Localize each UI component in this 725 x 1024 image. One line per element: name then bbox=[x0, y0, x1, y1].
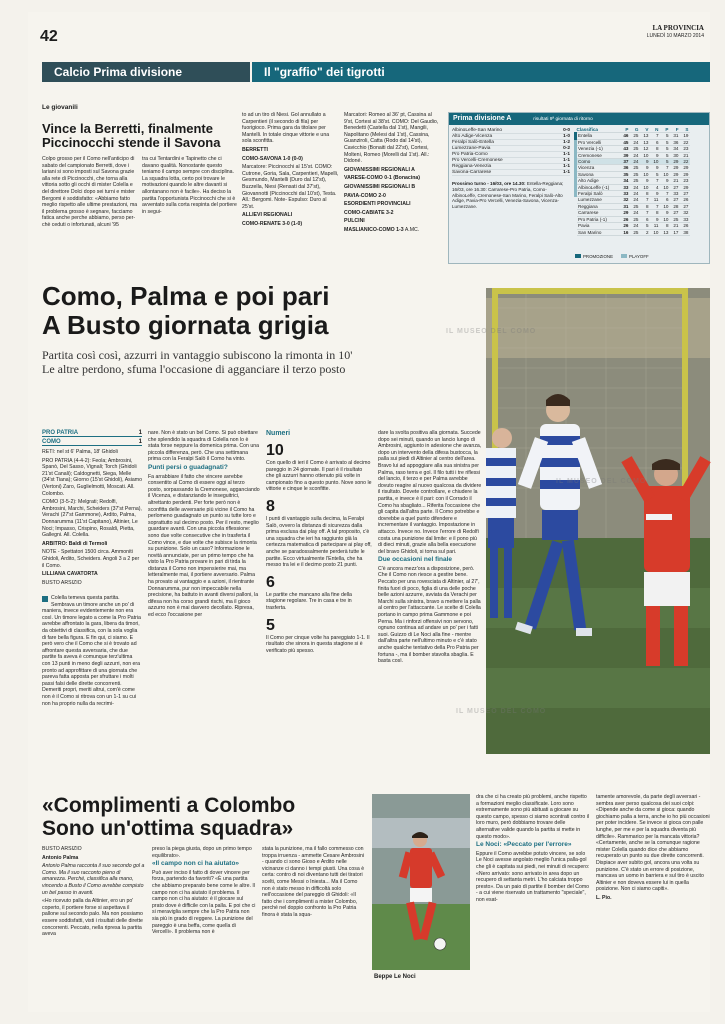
stat-cell: 13 bbox=[660, 229, 670, 235]
main-byline: LILLIANA CAVATORTA bbox=[42, 571, 98, 578]
stat-cell: 26 bbox=[680, 197, 690, 203]
berretti-result: COMO-SAVONA 1-0 (0-0) bbox=[242, 155, 303, 162]
stat-cell: 10 bbox=[640, 152, 650, 158]
scorecard bbox=[42, 430, 142, 588]
interview-col2 bbox=[152, 846, 256, 1012]
giovanili-col4 bbox=[344, 112, 442, 264]
stat-cell: 10 bbox=[640, 184, 650, 190]
main-byline-place: BUSTO ARSIZIO bbox=[42, 579, 82, 586]
number-value: 10 bbox=[266, 442, 284, 459]
stat-cell: 10 bbox=[660, 184, 670, 190]
number-value: 6 bbox=[266, 573, 275, 591]
giovanili-title-line2: Piccinocchi stende il Savona bbox=[42, 135, 221, 150]
table-row bbox=[576, 191, 690, 197]
stat-cell: 46 bbox=[620, 133, 630, 139]
esordienti-result: COMO-CABIATE 3-2 bbox=[344, 209, 394, 216]
pulcini-label: PULCINI bbox=[344, 218, 365, 225]
main-title bbox=[42, 282, 494, 340]
classifica-table-wrap bbox=[574, 127, 708, 236]
team1-name: PRO PATRIA bbox=[42, 430, 79, 436]
stat-cell: 38 bbox=[680, 229, 690, 235]
result-score: 1-2 bbox=[563, 140, 570, 145]
stat-cell: 39 bbox=[620, 152, 630, 158]
stat-cell: 9 bbox=[650, 152, 660, 158]
stat-cell: 7 bbox=[650, 133, 660, 139]
pulcini-result: MASLIANICO-COMO 1-3 bbox=[344, 226, 404, 233]
interview-lead: Antonio Palma racconta il suo secondo gol a Como. Ma il suo racconto pieno di amarezza. Perché, classifica alla mano, vincendo a Busto il Como avrebbe compiuto un bel passo in avanti. bbox=[42, 863, 145, 896]
team-cell: Pavia bbox=[576, 223, 620, 229]
standings-subtitle: risultati 9ª giornata di ritorno bbox=[533, 117, 593, 122]
stat-cell: 30 bbox=[670, 152, 680, 158]
stat-cell: 22 bbox=[680, 159, 690, 165]
legend-promo-swatch bbox=[575, 254, 581, 258]
giovanili-col1 bbox=[42, 156, 138, 261]
team-cell: Reggiana bbox=[576, 203, 620, 209]
stat-cell: 23 bbox=[680, 146, 690, 152]
giovanili-col3-text: to ad un tiro di Niesi. Gol annullato a Carpentieri (il secondo di fila) per fuorigioco. Prima gara da titolare per Mantelli. In totale cinque vittorie e una sola sconfitta. bbox=[242, 112, 330, 145]
publication-date: LUNEDÌ 10 MARZO 2014 bbox=[646, 33, 704, 39]
stat-cell: 10 bbox=[660, 171, 670, 177]
interview-photo-svg bbox=[372, 794, 470, 984]
giovanili-kicker: Le giovanili bbox=[42, 104, 78, 111]
number-value: 8 bbox=[266, 497, 275, 515]
main-body-col2 bbox=[148, 430, 260, 776]
interview-title-line2: Sono un'ottima squadra» bbox=[42, 817, 294, 840]
newspaper-page bbox=[28, 12, 710, 1012]
stat-cell: 17 bbox=[670, 229, 680, 235]
stat-cell: 8 bbox=[640, 191, 650, 197]
allievi-label: ALLIEVI REGIONALI bbox=[242, 212, 293, 219]
table-header-cell: N bbox=[650, 127, 660, 133]
stat-cell: 33 bbox=[680, 216, 690, 222]
result-match: Alto Adige-Vicenza bbox=[452, 134, 493, 139]
stat-cell: 13 bbox=[640, 139, 650, 145]
stat-cell: 45 bbox=[620, 139, 630, 145]
stat-cell: 5 bbox=[660, 146, 670, 152]
stat-cell: 9 bbox=[650, 216, 660, 222]
section-banner-left: Calcio Prima divisione bbox=[42, 62, 250, 82]
interview-col4-b: Eppure il Como avrebbe potuto vincere, se solo Le Noci avesse angolato meglio l'unica palla-gol che gli è capitata sui piedi, nei minuti di recupero: «Nero arrivato: sono arrivato in area dopo un recupero di settanta metri. L'ho calciata troppo presto». Da un paio di partite il bomber del Como - a cui viene riservato un trattamento "speciale", non esat- bbox=[476, 850, 590, 903]
team-cell: Pro Vercelli bbox=[576, 139, 620, 145]
numbers-box bbox=[266, 430, 372, 776]
result-score: 0-0 bbox=[563, 128, 570, 133]
stat-cell: 9 bbox=[640, 178, 650, 184]
stat-cell: 32 bbox=[620, 197, 630, 203]
watermark-1: IL MUSEO DEL COMO bbox=[446, 328, 537, 335]
interview-title-line1: «Complimenti a Colombo bbox=[42, 794, 296, 817]
interview-col1 bbox=[42, 846, 146, 1012]
table-row bbox=[576, 184, 690, 190]
standings-title: Prima divisione A bbox=[453, 115, 512, 122]
stat-cell: 21 bbox=[670, 178, 680, 184]
stat-cell: 10 bbox=[660, 216, 670, 222]
table-header-cell: P bbox=[660, 127, 670, 133]
table-row bbox=[576, 178, 690, 184]
team-cell: Alto Adige bbox=[576, 178, 620, 184]
stat-cell: 31 bbox=[620, 203, 630, 209]
article-col4-subhead: Due occasioni nel finale bbox=[378, 556, 453, 564]
stat-cell: 29 bbox=[670, 165, 680, 171]
stat-cell: 19 bbox=[680, 133, 690, 139]
stat-cell: 8 bbox=[660, 223, 670, 229]
stat-cell: 11 bbox=[650, 197, 660, 203]
referee: ARBITRO: Baldi di Termoli bbox=[42, 540, 108, 547]
photo-caption: Beppe Le Noci bbox=[372, 970, 470, 984]
como-lineup: COMO (3-5-2): Melgrati; Redolfi, Ambrosini, Marchi, Scheiders (37'st Perna), Verachi (27'st Gammone), Ardito, Palma, Donnarumma (11'st Capitano), Altinier, Le Noci; Impasso, Crispino, Rosaldi, Pietta, Gallegni. All. Colella. bbox=[42, 499, 142, 539]
result-match: Reggiana-Venezia bbox=[452, 164, 492, 169]
stat-cell: 21 bbox=[670, 223, 680, 229]
team2-name: COMO bbox=[42, 439, 61, 445]
stat-cell: 13 bbox=[640, 133, 650, 139]
table-header-cell: V bbox=[640, 127, 650, 133]
main-title-line1: Como, Palma e poi pari bbox=[42, 281, 330, 311]
stat-cell: 23 bbox=[680, 178, 690, 184]
page-number: 42 bbox=[40, 28, 58, 45]
main-body-text: Colella temeva questa partita. Sembrava un timore anche un po' di maniera, invece evidentemente non era così. Un timore legato a come la Pro Patria avrebbe affrontato la gara, libera da timori, da obiettivi di classifica, con la sola voglia di fare bella figura. E fin qui, ci siamo. E però vero che il Como che si è trovato ad affrontare questa avversaria, che due partite fa aveva è comunque terz'ultima con 13 punti in meno degli azzurri, non era pronto ad approfittare di una giornata che pareva fatta apposta per sfruttare i molti passi falsi delle dirette concorrenti. Demeriti propri, meriti altrui, com'è come non è il Como si ritrova con un 1-1 su cui non ha proprio nulla da recrimi- bbox=[42, 595, 141, 707]
giovanili-col1-text: Colpo grosso per il Como nell'anticipo di sabato del campionato Berretti, dove i lariani si sono imposti sul Savona grazie alla rete di Piccinocchi, che torna alla vittoria sotto gli occhi di mister Colella e del direttore Dolci dopo sei turni e mister Bergomi è soddisfatto: «Abbiamo fatto meglio rispetto alle ultime prestazioni, ma il problema grosso è segnare, facciamo fatica anche perche abbiamo, perso per-chè ceduti o infortunati, alcuni '95 bbox=[42, 156, 138, 228]
stat-cell: 7 bbox=[660, 191, 670, 197]
interview-photo bbox=[372, 794, 470, 984]
stat-cell: 34 bbox=[620, 178, 630, 184]
table-header-cell: G bbox=[630, 127, 640, 133]
stat-cell: 9 bbox=[640, 159, 650, 165]
table-header-cell: S bbox=[680, 127, 690, 133]
standings-box bbox=[448, 112, 710, 264]
numbers-list bbox=[266, 442, 372, 654]
scorecard-details bbox=[42, 449, 142, 586]
article-col2-subhead: Punti persi o guadagnati? bbox=[148, 463, 228, 471]
stat-cell: 6 bbox=[660, 197, 670, 203]
giovanili-signature: A.MC. bbox=[404, 226, 420, 233]
main-subtitle-line1: Partita così così, azzurri in vantaggio subiscono la rimonta in 10' bbox=[42, 348, 353, 362]
main-subtitle-line2: Le altre perdono, sfuma l'occasione di agganciare il terzo posto bbox=[42, 362, 346, 376]
stat-cell: 29 bbox=[680, 165, 690, 171]
team-cell: Como bbox=[576, 159, 620, 165]
number-item bbox=[266, 498, 372, 569]
interview-col2-a: preso la piega giusta, dopo un primo tempo equilibrato». bbox=[152, 846, 252, 859]
stat-cell: 7 bbox=[650, 203, 660, 209]
number-text: Il Como per cinque volte ha pareggiato 1-1. Il risultato che sinora in questa stagione si è verificato più spesso. bbox=[266, 634, 370, 654]
stat-cell: 34 bbox=[670, 146, 680, 152]
stat-cell: 28 bbox=[670, 203, 680, 209]
stat-cell: 24 bbox=[630, 159, 640, 165]
stat-cell: 8 bbox=[640, 203, 650, 209]
stat-cell: 11 bbox=[650, 223, 660, 229]
number-text: I punti di vantaggio sulla decima, la Feralpi Salò, ovvero la distanza di sicurezza dalla prima esclusa dai play off. A tal proposito, c'è una squadra che ieri ha raggiunto già la certezza matematica di partecipare ai play off, anche se paradossalmente perderà tutte le partite. Ecco virtualmente l'Entella, che ha messo tra lei e il decimo posto 21 punti. bbox=[266, 515, 372, 569]
watermark-2: IL MUSEO DEL COMO bbox=[556, 478, 647, 485]
stat-cell: 29 bbox=[670, 171, 680, 177]
result-match: Pro Vercelli-Cremonese bbox=[452, 158, 503, 163]
stat-cell: 10 bbox=[650, 229, 660, 235]
giovanili-col3 bbox=[242, 112, 340, 264]
stat-cell: 32 bbox=[680, 210, 690, 216]
publication-name: LA PROVINCIA bbox=[652, 24, 704, 32]
team-cell: Venezia (-1) bbox=[576, 146, 620, 152]
stat-cell: 8 bbox=[650, 210, 660, 216]
giovanissimi-a-label: GIOVANISSIMI REGIONALI A bbox=[344, 166, 415, 173]
stat-cell: 27 bbox=[670, 197, 680, 203]
result-score: 1-1 bbox=[563, 158, 570, 163]
article-col4-a: dare la svolta positiva alla giornata. Succede dopo sei minuti, quando un lancio lungo di Ambrosini, aggiunto in adesione che avanza, dopo un intervento della difesa bustocca, la palla sui piedi di Altinier al centro dell'area. Bravo lui ad appoggiare alla sua sinistra per Palma, raso terra e gol. Il filo tutti i tre riflessi del lancio, il terzo e per Palma avrebbe dovuto reagire al nuovo qualcosa da dividere il risultato. Dovete controllare, e chiudere la partita, e invece è il pari: con il Corrado il Como ha sbagliato... Riferita l'occasione che gli capita dall'altra parte. Il Como potrebbe e dovrebbe a quel punto difendere e incrementare il vantaggio. Impostazione in attacco. Invece no. Invece l'errore di Redolfi costa una punizione dal limite: e il pono più di dieci minuti, grazie alla bella esecuzione del bravo Ghidoli, si torna sul pari. bbox=[378, 430, 482, 555]
table-row bbox=[576, 229, 690, 235]
table-header-cell: Classifica bbox=[576, 127, 620, 133]
stat-cell: 5 bbox=[660, 152, 670, 158]
stat-cell: 24 bbox=[630, 197, 640, 203]
stat-cell: 27 bbox=[670, 210, 680, 216]
stat-cell: 25 bbox=[630, 146, 640, 152]
section-banner-right: Il "graffio" dei tigrotti bbox=[252, 62, 710, 82]
interview-col5 bbox=[596, 794, 710, 1012]
result-score: 0-2 bbox=[563, 146, 570, 151]
result-row bbox=[452, 170, 570, 176]
match-photo bbox=[446, 288, 710, 754]
stat-cell: 6 bbox=[650, 139, 660, 145]
classifica-table bbox=[574, 127, 690, 236]
next-round-label: Prossimo turno - 16/03, ore 14.30: bbox=[452, 181, 526, 186]
stat-cell: 37 bbox=[620, 159, 630, 165]
interview-byline: Antonio Palma bbox=[42, 854, 79, 861]
stat-cell: 26 bbox=[620, 223, 630, 229]
result-score: 1-1 bbox=[563, 164, 570, 169]
team-cell: Pro Patria (-1) bbox=[576, 216, 620, 222]
stat-cell: 5 bbox=[650, 171, 660, 177]
number-item bbox=[266, 442, 372, 493]
stat-cell: 24 bbox=[630, 139, 640, 145]
berretti-label: BERRETTI bbox=[242, 146, 268, 153]
drop-marker bbox=[42, 596, 48, 602]
result-score: 1-1 bbox=[563, 152, 570, 157]
stat-cell: 29 bbox=[620, 210, 630, 216]
result-score: 1-1 bbox=[563, 170, 570, 175]
giovanissimi-a-result: VARESE-COMO 0-1 (Bonacina) bbox=[344, 175, 420, 182]
main-body-col4 bbox=[378, 430, 482, 776]
stat-cell: 29 bbox=[670, 159, 680, 165]
giovanili-col2 bbox=[142, 156, 238, 261]
stat-cell: 24 bbox=[630, 152, 640, 158]
stat-cell: 9 bbox=[660, 178, 670, 184]
team1-score: 1 bbox=[138, 430, 142, 436]
interview-col4 bbox=[476, 794, 590, 1012]
watermark-3: IL MUSEO DEL COMO bbox=[456, 708, 547, 715]
number-text: Le partite che mancano alla fine della stagione regolare. Tre in casa e tre in trasferta. bbox=[266, 591, 352, 611]
stat-cell: 10 bbox=[650, 159, 660, 165]
stat-cell: 31 bbox=[670, 133, 680, 139]
table-header-cell: F bbox=[670, 127, 680, 133]
result-match: Lumezzane-Pavia bbox=[452, 146, 491, 151]
stat-cell: 6 bbox=[640, 216, 650, 222]
stat-cell: 7 bbox=[650, 178, 660, 184]
table-row bbox=[576, 152, 690, 158]
stat-cell: 36 bbox=[620, 165, 630, 171]
giovanili-col2-text: tra cui Tentardini e Tapinetto che ci davano qualità. Nonostante questo teniamo il campo sempre con disciplina. La squadra lotta, certo poi trovare le motivazioni quando le altre davanti si allontanano non è facile». Ha deciso la partita l'opportunista Piccinocchi che si è avventato sulla corta respinta del portiere in segui- bbox=[142, 156, 237, 215]
stat-cell: 25 bbox=[630, 165, 640, 171]
result-match: Savona-Carrarese bbox=[452, 170, 492, 175]
interview-col4-subhead: Le Noci: «Peccato per l'errore» bbox=[476, 841, 572, 849]
table-row bbox=[576, 146, 690, 152]
interview-col2-b: Può aver inciso il fatto di dover vincere per forza, partendo da favoriti? «È una partita che abbiamo preparato bene come le altre. Il campo non ci ha aiutato il problema. Il campo non ci ha aiutato: è il giocare sul prato dove è difficile con la palla. E poi che ci si meraviglia sempre che la Pro Patria non sia più in grado di reggere. La punizione del pareggio è una beffa, come quella di Vercelli». Il problema non è bbox=[152, 869, 256, 936]
article-col2-b: Fa arrabbiare il fatto che vincere avrebbe consentito al Como di essere oggi al terzo posto, sorpassando la Cremonese, agganciando il Vicenza, e distanziando le inseguitrici, altrettanto perdenti. Per forte però non è sconfitta delle avversarie più vicine il Como ha perlomeno guadagnato un punto su tutte loro e soprattutto sul decimo posto. Per il resto, meglio guardare avanti. Con una piccola riflessione: sono due volte consecutive che in trasferta il Como vince, e due volte che subisce la rimonta su punizione. Solo un caso? Informazione le novità annunciate, per un primo tempo che ha visto la Pro Patria provare in pari di tirda la distanza il Como non impensierire mai, ma letteralmente mai, il portiere avversario. Palma ha provato ai vantaggio e a azioni, il rientrante Donnarumma, pur non impeccabile nella precisione, ha battuto in avanti diversi palloni, la difesa non ha corso grandi rischi, ma il gioco azzurro non è mai davvero decollato. Ripresa, ed ecco l'occasione per bbox=[148, 473, 260, 619]
stat-cell: 5 bbox=[660, 139, 670, 145]
stat-cell: 9 bbox=[640, 165, 650, 171]
giovanissimi-b-result: PAVIA-COMO 2-0 bbox=[344, 192, 386, 199]
article-col4-b: C'è ancora mezz'ora a disposizione, però. Che il Como non riesce a gestire bene. Peccato per una rovesciata di Altinier, al 27', finita fuori di poco, figlia di una delle poche belle azioni azzurre, avviata da Verachi per Marchi sulla sinistra, bravo a mettere la palla al centro per l'attaccante. Le scelte di Colella portano in campo prima Gammone e poi Perna. Ma i rinforzi offensivi non servono, ognuno continua ad andare un po' per i fatti suoi. Guizzo di Le Noci alla fine - mentre dall'altra parte nell'ultimo minuto e c'è stato anche qualche tentativo della Pro Patria per fortuna -, ma il bomber stavolta sbaglia. E basta così. bbox=[378, 565, 481, 665]
stat-cell: 16 bbox=[620, 229, 630, 235]
interview-col5-text: tamente amorevole, da parte degli avversari - sembra aver perso qualcosa dei suoi colpi: «Dipende anche da come si gioca: quando giochiamo palla a terra, anche io ho più occasioni per poter incidere. Se invece si gioca con palle lunghe, per me e per la squadra diventa più difficile». Rammarico per la mancata vittoria? «Certamente, anche se la comunque ragione mister Colella quando dice che abbiamo recuperato un punto su due dirette concorrenti. Dispiace aver subito gol, ancora una volta su punizione. C'è stato un errore di posizione, mancava un uomo in barriera e sul tiro è uscito Altinier e non doveva essere lui in quella posizione. Non ci siamo capiti». bbox=[596, 794, 710, 893]
stat-cell: 7 bbox=[640, 197, 650, 203]
stat-cell: 25 bbox=[630, 203, 640, 209]
stat-cell: 7 bbox=[660, 165, 670, 171]
number-value: 5 bbox=[266, 616, 275, 634]
stat-cell: 12 bbox=[640, 146, 650, 152]
stat-cell: 33 bbox=[620, 191, 630, 197]
table-row bbox=[576, 210, 690, 216]
number-item bbox=[266, 574, 372, 612]
next-round bbox=[452, 181, 570, 210]
legend-playoff-label: PLAYOFF bbox=[629, 254, 649, 259]
stat-cell: 8 bbox=[650, 146, 660, 152]
stat-cell: 25 bbox=[630, 178, 640, 184]
stat-cell: 24 bbox=[630, 191, 640, 197]
match-photo-svg bbox=[486, 288, 710, 754]
team-cell: Vicenza bbox=[576, 165, 620, 171]
stat-cell: 26 bbox=[680, 223, 690, 229]
stat-cell: 2 bbox=[640, 229, 650, 235]
team-cell: Feralpi Salò bbox=[576, 191, 620, 197]
allievi-details: Marcatori: Romeo al 36' pt, Cassina al 9'st, Cortesi al 38'st. COMO: Del Gaudio, Benedetti (Castella dal 1'st), Mangili, Napolitano (Melesi dal 1'st), Cassina, Guanziroli, Catta (Rodo dal 14'st), Cavicchio (Bonaiti dal 22'st), Cortesi, Molteni, Romeo (Morelli dal 1'st). All.: Didoné. bbox=[344, 112, 439, 165]
team2-row bbox=[42, 439, 142, 446]
stat-cell: 27 bbox=[680, 203, 690, 209]
result-match: Pro Patria-Como bbox=[452, 152, 488, 157]
stat-cell: 4 bbox=[650, 184, 660, 190]
stat-cell: 9 bbox=[660, 210, 670, 216]
propatria-lineup: PRO PATRIA (4-4-2): Feola; Ambrosini, Spanò, Del Sasso, Vignali; Torch (Ghidoli 21'st Canali); Caldognetti, Siega, Melle (34'st Tiana); Giorno (15'st Ghidoli), Asiamo (Vertoni) Zaro, Guglielmotti, Moscati. All. Colombo. bbox=[42, 457, 143, 497]
stat-cell: 35 bbox=[620, 171, 630, 177]
team-cell: Carrarese bbox=[576, 210, 620, 216]
stat-cell: 27 bbox=[680, 191, 690, 197]
stat-cell: 5 bbox=[660, 159, 670, 165]
result-score: 1-0 bbox=[563, 134, 570, 139]
stat-cell: 33 bbox=[620, 184, 630, 190]
table-row bbox=[576, 171, 690, 177]
allievi-result: COMO-RENATE 3-0 (1-0) bbox=[242, 220, 303, 227]
main-body-col1 bbox=[42, 595, 142, 775]
match-notes: NOTE - Spettatori 1500 circa. Ammoniti Ghidoli, Ardito, Scheiders. Angoli 3 a 2 per il Como. bbox=[42, 549, 140, 569]
stat-cell: 25 bbox=[630, 171, 640, 177]
table-row bbox=[576, 165, 690, 171]
stat-cell: 5 bbox=[640, 223, 650, 229]
number-item bbox=[266, 617, 372, 655]
legend-promo-label: PROMOZIONE bbox=[583, 254, 614, 259]
table-row bbox=[576, 203, 690, 209]
standings-legend bbox=[575, 254, 649, 259]
interview-signature: L. Pio. bbox=[596, 894, 612, 901]
giovanissimi-b-label: GIOVANISSIMI REGIONALI B bbox=[344, 183, 416, 190]
table-row bbox=[576, 139, 690, 145]
result-match: Feralpi Salò-Entella bbox=[452, 140, 494, 145]
table-header-cell: P bbox=[620, 127, 630, 133]
results-list bbox=[452, 128, 570, 176]
stat-cell: 25 bbox=[630, 133, 640, 139]
interview-byline-place: BUSTO ARSIZIO bbox=[42, 846, 82, 852]
stat-cell: 21 bbox=[680, 152, 690, 158]
team-cell: Lumezzane bbox=[576, 197, 620, 203]
stat-cell: 22 bbox=[680, 139, 690, 145]
stat-cell: 5 bbox=[660, 133, 670, 139]
team1-row bbox=[42, 430, 142, 437]
stat-cell: 27 bbox=[670, 184, 680, 190]
esordienti-label: ESORDIENTI PROVINCIALI bbox=[344, 201, 411, 208]
number-text: Con quello di ieri il Como è arrivato al decimo pareggio in 24 giornate. Il pari è il risultato che gli azzurri hanno ottenuto più volte in campionato fino a questo punto. Nove sono le vittorie e cinque le sconfitte. bbox=[266, 460, 372, 493]
standings-header bbox=[449, 113, 709, 125]
stat-cell: 29 bbox=[680, 171, 690, 177]
legend-playoff-swatch bbox=[621, 254, 627, 258]
stat-cell: 10 bbox=[660, 203, 670, 209]
stat-cell: 25 bbox=[630, 216, 640, 222]
team2-score: 1 bbox=[138, 439, 142, 445]
stat-cell: 29 bbox=[680, 184, 690, 190]
stat-cell: 7 bbox=[640, 210, 650, 216]
team-cell: Savona bbox=[576, 171, 620, 177]
stat-cell: 43 bbox=[620, 146, 630, 152]
stat-cell: 36 bbox=[670, 139, 680, 145]
interview-col3-text: stata la punizione, ma il fallo commesso con troppa irruenza - ammette Cesare Ambrosini - quando ci sono Gioso e Ardito nelle vicinanze ci danno i tempi giusti. Una cosa è certa: contro di noi diventano tutti dei tiratori scelti, come Messi o Iniesta... Ma il Como non è stato messo in difficoltà solo nell'occasione del pareggio di Ghidoli: «Il fatto che i complimenti a mister Colombo, perché nel doppio confronto la Pro Patria finora è stata la squa- bbox=[262, 846, 365, 918]
goals: RETI: nel st 6' Palma, 18' Ghidoli bbox=[42, 449, 118, 455]
legend-playoff bbox=[621, 254, 649, 259]
stat-cell: 26 bbox=[620, 216, 630, 222]
article-col2-a: nare. Non è stato un bel Como. Si può obiettare che splendido la squadra di Colella non lo è stata forse neppure la domenica prima. Con una piccola differenza, però. Che una settimana prima con la Feralpi Salò il Como ha vinto. bbox=[148, 430, 260, 463]
stat-cell: 25 bbox=[630, 229, 640, 235]
stat-cell: 33 bbox=[670, 191, 680, 197]
interview-col1-text: «Ho ricevuto palla da Altinier, ero un po' coperto, il portiere forse si aspettava il pallone sul secondo palo. Ma non possiamo essere soddisfatti, visti i risultati delle dirette concorrenti. Peccato, nella ripresa la partita aveva bbox=[42, 898, 143, 938]
table-row bbox=[576, 216, 690, 222]
team-cell: AlbinoLeffe (-1) bbox=[576, 184, 620, 190]
main-subtitle bbox=[42, 348, 498, 376]
stat-cell: 9 bbox=[650, 191, 660, 197]
table-row bbox=[576, 197, 690, 203]
stat-cell: 24 bbox=[630, 223, 640, 229]
giovanili-title-line1: Vince la Berretti, finalmente bbox=[42, 121, 213, 136]
next-round-text: Entella-Reggiana; 16/03, ore 16.30: Carrarese-Pro Patria, Como-AlbinoLeffe, Cremonese-San Marino, Feralpi Salò-Alto Adige, Pavia-Pro Vercelli, Venezia-Savona, Vicenza-Lumezzane. bbox=[452, 181, 564, 210]
team-cell: Entella bbox=[576, 133, 620, 139]
stat-cell: 24 bbox=[630, 184, 640, 190]
numbers-label: Numeri bbox=[266, 430, 291, 437]
team-cell: Cremonese bbox=[576, 152, 620, 158]
result-match: AlbinoLeffe-San Marino bbox=[452, 128, 503, 133]
stat-cell: 10 bbox=[640, 171, 650, 177]
stat-cell: 24 bbox=[630, 210, 640, 216]
stat-cell: 25 bbox=[670, 216, 680, 222]
main-title-line2: A Busto giornata grigia bbox=[42, 310, 329, 340]
interview-col2-subhead: «Il campo non ci ha aiutato» bbox=[152, 860, 240, 868]
berretti-details: Marcatore: Piccinocchi al 15'st. COMO: Cutrone, Goria, Sala, Carpentieri, Mapelli, Gesmundo, Mantelli (Duro dal 12'st), Buzzella, Niesi (Rensati dal 37'st), Giovannotti (Piccinocchi dal 10'st), Testa. All.: Bergomi. Note- Espulso: Duro al 25'st. bbox=[242, 164, 339, 210]
interview-col3 bbox=[262, 846, 366, 1012]
legend-promo bbox=[575, 254, 613, 259]
interview-col4-a: dra che ci ha creato più problemi, anche rispetto a formazioni meglio classificate. Loro sono estremamente sono più abituati a giocare su questo campo, spesso ci siamo scontrati contro il loro muro, però dobbiamo trovare delle alternative valide quando la partita si mette in questo modo». bbox=[476, 794, 590, 840]
team-cell: San Marino bbox=[576, 229, 620, 235]
stat-cell: 9 bbox=[650, 165, 660, 171]
